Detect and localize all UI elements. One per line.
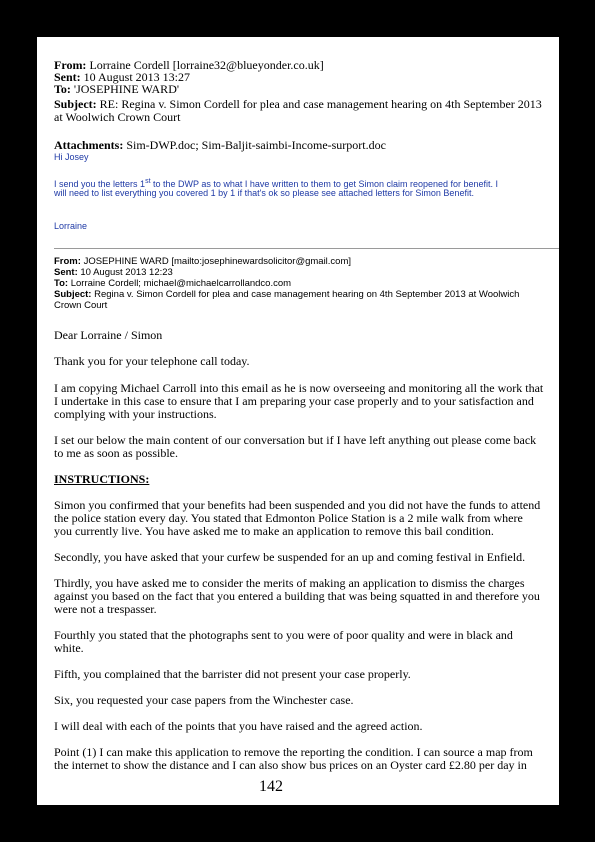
email2-from-value: JOSEPHINE WARD [mailto:josephinewardsolicitor@gmail.com] — [83, 256, 352, 267]
email1-to-value: 'JOSEPHINE WARD' — [73, 82, 180, 96]
letter-paragraph-7-line-1: Fourthly you stated that the photographs sent to you were of poor quality and were in black and — [54, 628, 513, 642]
letter-paragraph-6-line-1: Thirdly, you have asked me to consider the merits of making an application to dismiss the charges — [54, 576, 525, 590]
email1-to-line — [54, 83, 179, 96]
email1-sent-label: Sent: — [54, 70, 81, 84]
email2-to-value: Lorraine Cordell; michael@michaelcarrollandco.com — [70, 278, 292, 289]
email-separator — [54, 248, 559, 249]
letter-paragraph-4-line-2: the police station every day. You stated that Edmonton Police Station is a 2 mile walk from where — [54, 511, 523, 525]
email1-attachments-label: Attachments: — [54, 138, 124, 152]
email1-subject-value: RE: Regina v. Simon Cordell for plea and case management hearing on 4th September 2013 — [99, 97, 542, 111]
email1-body-line1-start: I send you the letters 1 — [54, 179, 146, 189]
letter-paragraph-6-line-2: against you based on the fact that you entered a building that was being squatted in and therefore you — [54, 589, 540, 603]
email1-body-superscript: st — [145, 178, 151, 185]
letter-paragraph-3-line-1: I set our below the main content of our conversation but if I have left anything out please come back — [54, 433, 537, 447]
letter-paragraph-4-line-1: Simon you confirmed that your benefits had been suspended and you did not have the funds to attend — [54, 498, 541, 512]
letter-paragraph-10: I will deal with each of the points that you have raised and the agreed action. — [54, 719, 423, 733]
letter-paragraph-7-line-2: white. — [54, 641, 84, 655]
email2-subject-label: Subject: — [54, 289, 92, 300]
letter-paragraph-2-line-2: I undertake in this case to ensure that I am preparing your case properly and to your satisfaction and — [54, 394, 534, 408]
letter-paragraph-2-line-3: complying with your instructions. — [54, 407, 217, 421]
letter-paragraph-4-line-3: you currently live. You have asked me to make an application to remove this bail condition. — [54, 524, 494, 538]
email2-from-label: From: — [54, 256, 81, 267]
email2-sent-line — [54, 268, 173, 279]
email2-to-line — [54, 279, 291, 290]
email1-sent-value: 10 August 2013 13:27 — [83, 70, 191, 84]
email1-attachments-line — [54, 139, 386, 152]
document-page — [37, 37, 559, 805]
email2-from-line — [54, 257, 351, 268]
letter-paragraph-5: Secondly, you have asked that your curfew be suspended for an up and coming festival in Enfield. — [54, 550, 526, 564]
letter-paragraph-1: Thank you for your telephone call today. — [54, 354, 250, 368]
email1-subject-line — [54, 98, 542, 111]
email1-to-label: To: — [54, 82, 71, 96]
letter-paragraph-2-line-1: I am copying Michael Carroll into this email as he is now overseeing and monitoring all the work that — [54, 381, 544, 395]
email1-subject-continuation: at Woolwich Crown Court — [54, 110, 181, 124]
email1-body-line1-end: to the DWP as to what I have written to them to get Simon claim reopened for benefit. I — [150, 179, 499, 189]
email1-attachments-value: Sim-DWP.doc; Sim-Baljit-saimbi-Income-surport.doc — [126, 138, 386, 152]
email1-signoff: Lorraine — [54, 221, 88, 231]
page-number: 142 — [259, 778, 283, 795]
email1-subject-label: Subject: — [54, 97, 97, 111]
letter-paragraph-6-line-3: were not a trespasser. — [54, 602, 157, 616]
letter-paragraph-3-line-2: to me as soon as possible. — [54, 446, 178, 460]
email2-subject-value: Regina v. Simon Cordell for plea and case management hearing on 4th September 2013 at Woolwich — [94, 289, 520, 300]
email2-subject-continuation: Crown Court — [54, 300, 108, 311]
letter-paragraph-9: Six, you requested your case papers from the Winchester case. — [54, 693, 354, 707]
email2-to-label: To: — [54, 278, 69, 289]
email2-sent-value: 10 August 2013 12:23 — [80, 267, 173, 278]
email2-sent-label: Sent: — [54, 267, 78, 278]
email1-greeting: Hi Josey — [54, 152, 89, 162]
instructions-heading: INSTRUCTIONS: — [54, 472, 150, 486]
letter-salutation: Dear Lorraine / Simon — [54, 328, 163, 342]
letter-paragraph-11-line-2: the internet to show the distance and I can also show bus prices on an Oyster card £2.80 per day in — [54, 758, 527, 772]
email2-subject-line — [54, 290, 519, 301]
email1-from-label: From: — [54, 58, 87, 72]
letter-paragraph-8: Fifth, you complained that the barrister did not present your case properly. — [54, 667, 411, 681]
email1-from-value: Lorraine Cordell [lorraine32@blueyonder.co.uk] — [89, 58, 324, 72]
email1-body-line2: will need to list everything you covered 1 by 1 if that's ok so please see attached letters for Simon Benefit. — [54, 188, 474, 198]
letter-paragraph-11-line-1: Point (1) I can make this application to remove the reporting the condition. I can source a map from — [54, 745, 533, 759]
